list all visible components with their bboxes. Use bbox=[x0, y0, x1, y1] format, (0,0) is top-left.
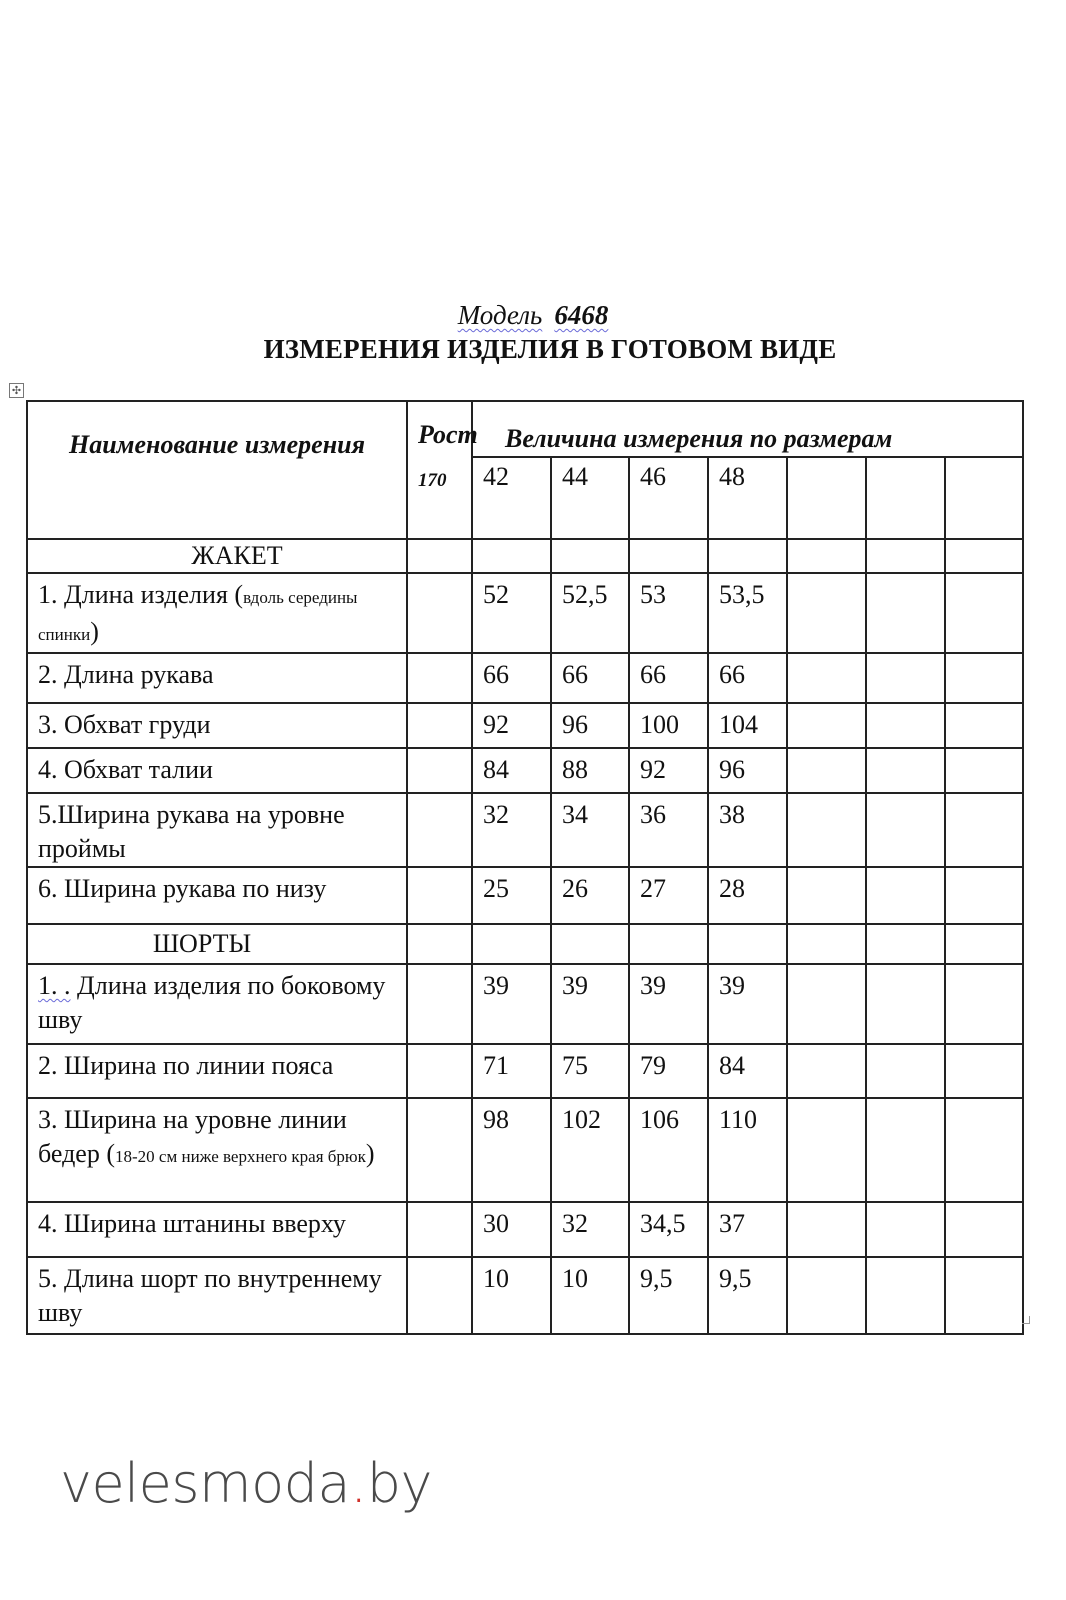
value-cell: 92 bbox=[472, 703, 551, 748]
value-cell: 39 bbox=[472, 964, 551, 1044]
value-cell: 92 bbox=[629, 748, 708, 793]
section-title: ЖАКЕТ bbox=[27, 539, 407, 573]
value-cell: 66 bbox=[629, 653, 708, 703]
measure-name: 2. Длина рукава bbox=[27, 653, 407, 703]
value-cell: 32 bbox=[551, 1202, 629, 1257]
table-row bbox=[27, 1044, 1023, 1098]
table-row bbox=[27, 1257, 1023, 1334]
measure-name: 4. Ширина штанины вверху bbox=[27, 1202, 407, 1257]
measurements-table bbox=[26, 400, 1024, 1335]
col-values-header: Величина измерения по размерам bbox=[472, 401, 1023, 457]
value-cell: 10 bbox=[472, 1257, 551, 1334]
value-cell: 32 bbox=[472, 793, 551, 867]
rost-label: Рост bbox=[418, 420, 478, 449]
value-cell: 102 bbox=[551, 1098, 629, 1202]
table-row bbox=[27, 703, 1023, 748]
measure-name: 1. . Длина изделия по боковому шву bbox=[27, 964, 407, 1044]
value-cell: 100 bbox=[629, 703, 708, 748]
table-row bbox=[27, 1098, 1023, 1202]
value-cell: 38 bbox=[708, 793, 787, 867]
size-cell: 44 bbox=[551, 457, 629, 539]
value-cell: 88 bbox=[551, 748, 629, 793]
value-cell: 110 bbox=[708, 1098, 787, 1202]
table-row bbox=[27, 964, 1023, 1044]
value-cell: 27 bbox=[629, 867, 708, 924]
measure-name: 5. Длина шорт по внутреннему шву bbox=[27, 1257, 407, 1334]
empty-cell bbox=[787, 457, 866, 539]
watermark-logo: velesmoda.by bbox=[60, 1452, 432, 1515]
value-cell: 66 bbox=[472, 653, 551, 703]
empty-cell bbox=[945, 457, 1023, 539]
section-row-jacket bbox=[27, 539, 1023, 573]
value-cell: 10 bbox=[551, 1257, 629, 1334]
table-row bbox=[27, 793, 1023, 867]
value-cell: 84 bbox=[708, 1044, 787, 1098]
value-cell: 106 bbox=[629, 1098, 708, 1202]
value-cell: 9,5 bbox=[629, 1257, 708, 1334]
measure-name: 5.Ширина рукава на уровне проймы bbox=[27, 793, 407, 867]
value-cell: 96 bbox=[708, 748, 787, 793]
value-cell: 75 bbox=[551, 1044, 629, 1098]
size-cell: 48 bbox=[708, 457, 787, 539]
measure-name: 2. Ширина по линии пояса bbox=[27, 1044, 407, 1098]
model-number: 6468 bbox=[554, 300, 609, 330]
value-cell: 96 bbox=[551, 703, 629, 748]
col-rost-header bbox=[407, 401, 478, 539]
value-cell: 66 bbox=[551, 653, 629, 703]
value-cell: 28 bbox=[708, 867, 787, 924]
value-cell: 30 bbox=[472, 1202, 551, 1257]
value-cell: 79 bbox=[629, 1044, 708, 1098]
value-cell: 52 bbox=[472, 573, 551, 653]
rost-value: 170 bbox=[418, 470, 447, 491]
table-row bbox=[27, 1202, 1023, 1257]
header-row bbox=[27, 401, 1023, 457]
table-corner-mark bbox=[1022, 1316, 1030, 1324]
size-cell: 46 bbox=[629, 457, 708, 539]
measure-name: 3. Ширина на уровне линии бедер (18-20 см ниже верхнего края брюк) bbox=[27, 1098, 407, 1202]
value-cell: 39 bbox=[551, 964, 629, 1044]
size-cell: 42 bbox=[472, 457, 551, 539]
table-row bbox=[27, 573, 1023, 653]
value-cell: 84 bbox=[472, 748, 551, 793]
value-cell: 26 bbox=[551, 867, 629, 924]
move-anchor-icon[interactable]: ✣ bbox=[9, 383, 24, 398]
value-cell: 104 bbox=[708, 703, 787, 748]
value-cell: 71 bbox=[472, 1044, 551, 1098]
measure-name: 1. Длина изделия (вдоль середины спинки) bbox=[27, 573, 407, 653]
value-cell: 53,5 bbox=[708, 573, 787, 653]
measure-name: 6. Ширина рукава по низу bbox=[27, 867, 407, 924]
table-row bbox=[27, 653, 1023, 703]
model-heading bbox=[0, 300, 1066, 331]
value-cell: 37 bbox=[708, 1202, 787, 1257]
value-cell: 34 bbox=[551, 793, 629, 867]
page-title: ИЗМЕРЕНИЯ ИЗДЕЛИЯ В ГОТОВОМ ВИДЕ bbox=[263, 334, 837, 364]
measure-name: 3. Обхват груди bbox=[27, 703, 407, 748]
value-cell: 34,5 bbox=[629, 1202, 708, 1257]
value-cell: 9,5 bbox=[708, 1257, 787, 1334]
value-cell: 39 bbox=[708, 964, 787, 1044]
section-row-shorts bbox=[27, 924, 1023, 964]
col-name-header: Наименование измерения bbox=[27, 401, 407, 539]
table-row bbox=[27, 867, 1023, 924]
section-title: ШОРТЫ bbox=[27, 924, 407, 964]
table-row bbox=[27, 748, 1023, 793]
value-cell: 36 bbox=[629, 793, 708, 867]
value-cell: 98 bbox=[472, 1098, 551, 1202]
value-cell: 39 bbox=[629, 964, 708, 1044]
model-label: Модель bbox=[457, 300, 543, 330]
value-cell: 52,5 bbox=[551, 573, 629, 653]
value-cell: 25 bbox=[472, 867, 551, 924]
empty-cell bbox=[866, 457, 945, 539]
measure-name: 4. Обхват талии bbox=[27, 748, 407, 793]
value-cell: 53 bbox=[629, 573, 708, 653]
value-cell: 66 bbox=[708, 653, 787, 703]
